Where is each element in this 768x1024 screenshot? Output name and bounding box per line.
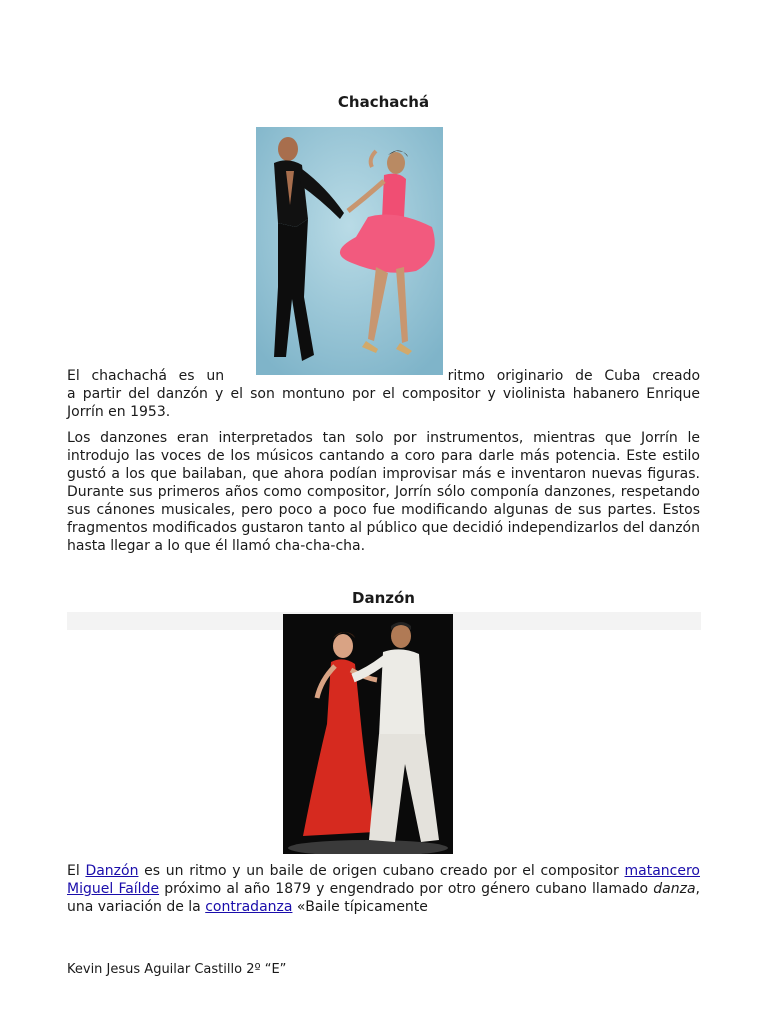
danzon-text-d: «Baile típicamente [292, 899, 428, 915]
danzon-text-b: próximo al año 1879 y engendrado por otro género cubano llamado [159, 881, 654, 897]
danzon-dancers-image [283, 614, 453, 854]
danza-emphasis: danza [653, 881, 696, 897]
link-danzon[interactable]: Danzón [85, 863, 139, 879]
danzon-text-a: es un ritmo y un baile de origen cubano creado por el compositor [138, 863, 625, 879]
link-matancero[interactable]: matancero [624, 863, 700, 879]
danzon-text-c: , una variación de la [67, 881, 700, 915]
chachacha-dancers-image [256, 127, 443, 375]
chachacha-paragraph-2: Los danzones eran interpretados tan solo por instrumentos, mientras que Jorrín le introdujo las voces de los músicos cantando a coro para darle más potencia. Este estilo gustó a los que bailaban, que ahora podían improvisar más e inventaron nuevas figuras. Durante sus primeros años como compositor, Jorrín sólo componía danzones, respetando sus cánones musicales, pero poco a poco fue modificando algunas de sus partes. Estos fragmentos modificados gustaron tanto al público que decidió independizarlos del danzón hasta llegar a lo que él llamó cha-cha-cha. [67, 430, 700, 554]
danzon-text-el: El [67, 863, 86, 879]
intro-text-start: El chachachá es un [67, 368, 225, 384]
chachacha-heading: Chachachá [337, 93, 430, 111]
danzon-heading: Danzón [352, 589, 415, 607]
footer-author: Kevin Jesus Aguilar Castillo 2º “E” [67, 962, 287, 977]
link-contradanza[interactable]: contradanza [205, 899, 293, 915]
image-gap [236, 379, 436, 380]
link-miguel-failde[interactable]: Miguel Faílde [67, 881, 160, 897]
chachacha-paragraph-1: a partir del danzón y el son montuno por el compositor y violinista habanero Enrique Jorrín en 1953. [67, 386, 700, 420]
danzon-paragraph [67, 862, 700, 916]
chachacha-paragraph-1-line-1 [67, 367, 700, 385]
intro-text-end: ritmo originario de Cuba creado [447, 368, 701, 384]
